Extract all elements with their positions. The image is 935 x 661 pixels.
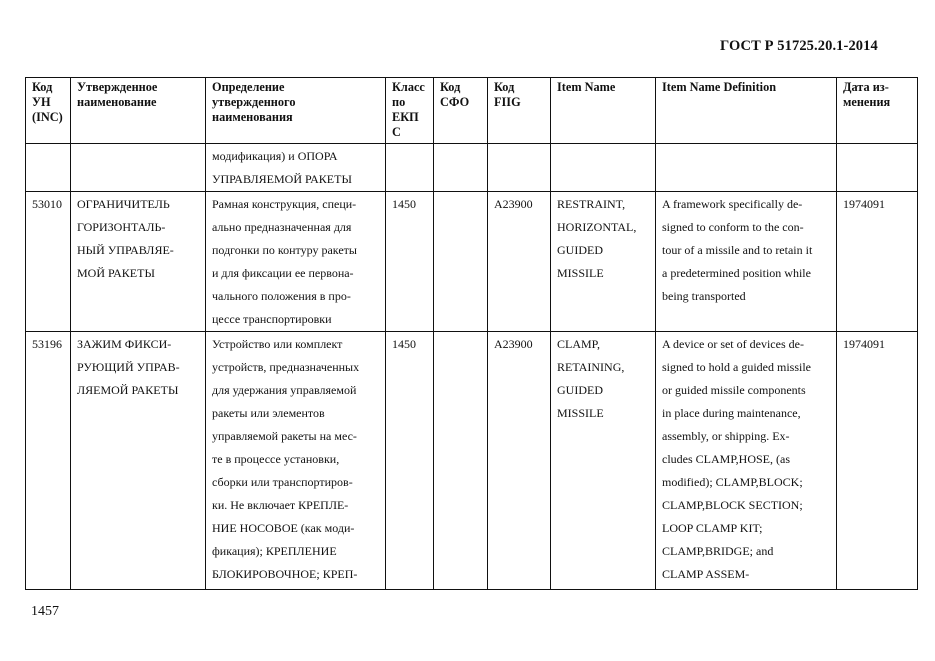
cell-fiig-code: A23900 [488, 332, 551, 590]
column-header-change-date: Дата из- менения [837, 78, 918, 144]
cell-ekps-class [386, 144, 434, 192]
cell-definition: Рамная конструкция, специ- ально предназначенная для подгонки по контуру ракеты и для фиксации ее первона- чального положения в про- цессе транспортировки [206, 192, 386, 332]
column-header-definition: Определение утвержденного наименования [206, 78, 386, 144]
cell-item-name: RESTRAINT, HORIZONTAL, GUIDED MISSILE [551, 192, 656, 332]
column-header-inc-code: Код УН (INC) [26, 78, 71, 144]
cell-inc-code: 53196 [26, 332, 71, 590]
column-header-fiig-code: Код FIIG [488, 78, 551, 144]
cell-sfo-code [434, 144, 488, 192]
page-number: 1457 [31, 604, 59, 619]
table-row [26, 192, 918, 332]
cell-change-date [837, 144, 918, 192]
cell-definition: Устройство или комплект устройств, предназначенных для удержания управляемой ракеты или элементов управляемой ракеты на мес- те в процессе установки, сборки или транспортиров- ки. Не включает КРЕПЛЕ- НИЕ НОСОВОЕ (как моди- фикация); КРЕПЛЕНИЕ БЛОКИРОВОЧНОЕ; КРЕП- [206, 332, 386, 590]
cell-approved-name: ЗАЖИМ ФИКСИ- РУЮЩИЙ УПРАВ- ЛЯЕМОЙ РАКЕТЫ [71, 332, 206, 590]
cell-ekps-class: 1450 [386, 192, 434, 332]
table-row [26, 144, 918, 192]
cell-fiig-code [488, 144, 551, 192]
column-header-approved-name: Утвержденное наименование [71, 78, 206, 144]
cell-item-name-definition: A device or set of devices de- signed to hold a guided missile or guided missile components in place during maintenance, assembly, or shipping. Ex- cludes CLAMP,HOSE, (as modified); CLAMP,BLOCK; CLAMP,BLOCK SECTION; LOOP CLAMP KIT; CLAMP,BRIDGE; and CLAMP ASSEM- [656, 332, 837, 590]
cell-item-name-definition [656, 144, 837, 192]
cell-definition: модификация) и ОПОРА УПРАВЛЯЕМОЙ РАКЕТЫ [206, 144, 386, 192]
column-header-item-name: Item Name [551, 78, 656, 144]
document-code: ГОСТ Р 51725.20.1-2014 [720, 38, 878, 54]
cell-sfo-code [434, 192, 488, 332]
cell-approved-name [71, 144, 206, 192]
column-header-item-name-definition: Item Name Definition [656, 78, 837, 144]
cell-change-date: 1974091 [837, 192, 918, 332]
cell-change-date: 1974091 [837, 332, 918, 590]
cell-item-name-definition: A framework specifically de- signed to conform to the con- tour of a missile and to retain it a predetermined position while being transported [656, 192, 837, 332]
cell-item-name [551, 144, 656, 192]
cell-item-name: CLAMP, RETAINING, GUIDED MISSILE [551, 332, 656, 590]
table-header [26, 78, 918, 144]
cell-fiig-code: A23900 [488, 192, 551, 332]
cell-sfo-code [434, 332, 488, 590]
nomenclature-table [25, 77, 918, 590]
cell-approved-name: ОГРАНИЧИТЕЛЬ ГОРИЗОНТАЛЬ- НЫЙ УПРАВЛЯЕ- МОЙ РАКЕТЫ [71, 192, 206, 332]
column-header-sfo-code: Код СФО [434, 78, 488, 144]
cell-ekps-class: 1450 [386, 332, 434, 590]
column-header-ekps-class: Класс по ЕКП С [386, 78, 434, 144]
cell-inc-code: 53010 [26, 192, 71, 332]
table-row [26, 332, 918, 590]
cell-inc-code [26, 144, 71, 192]
